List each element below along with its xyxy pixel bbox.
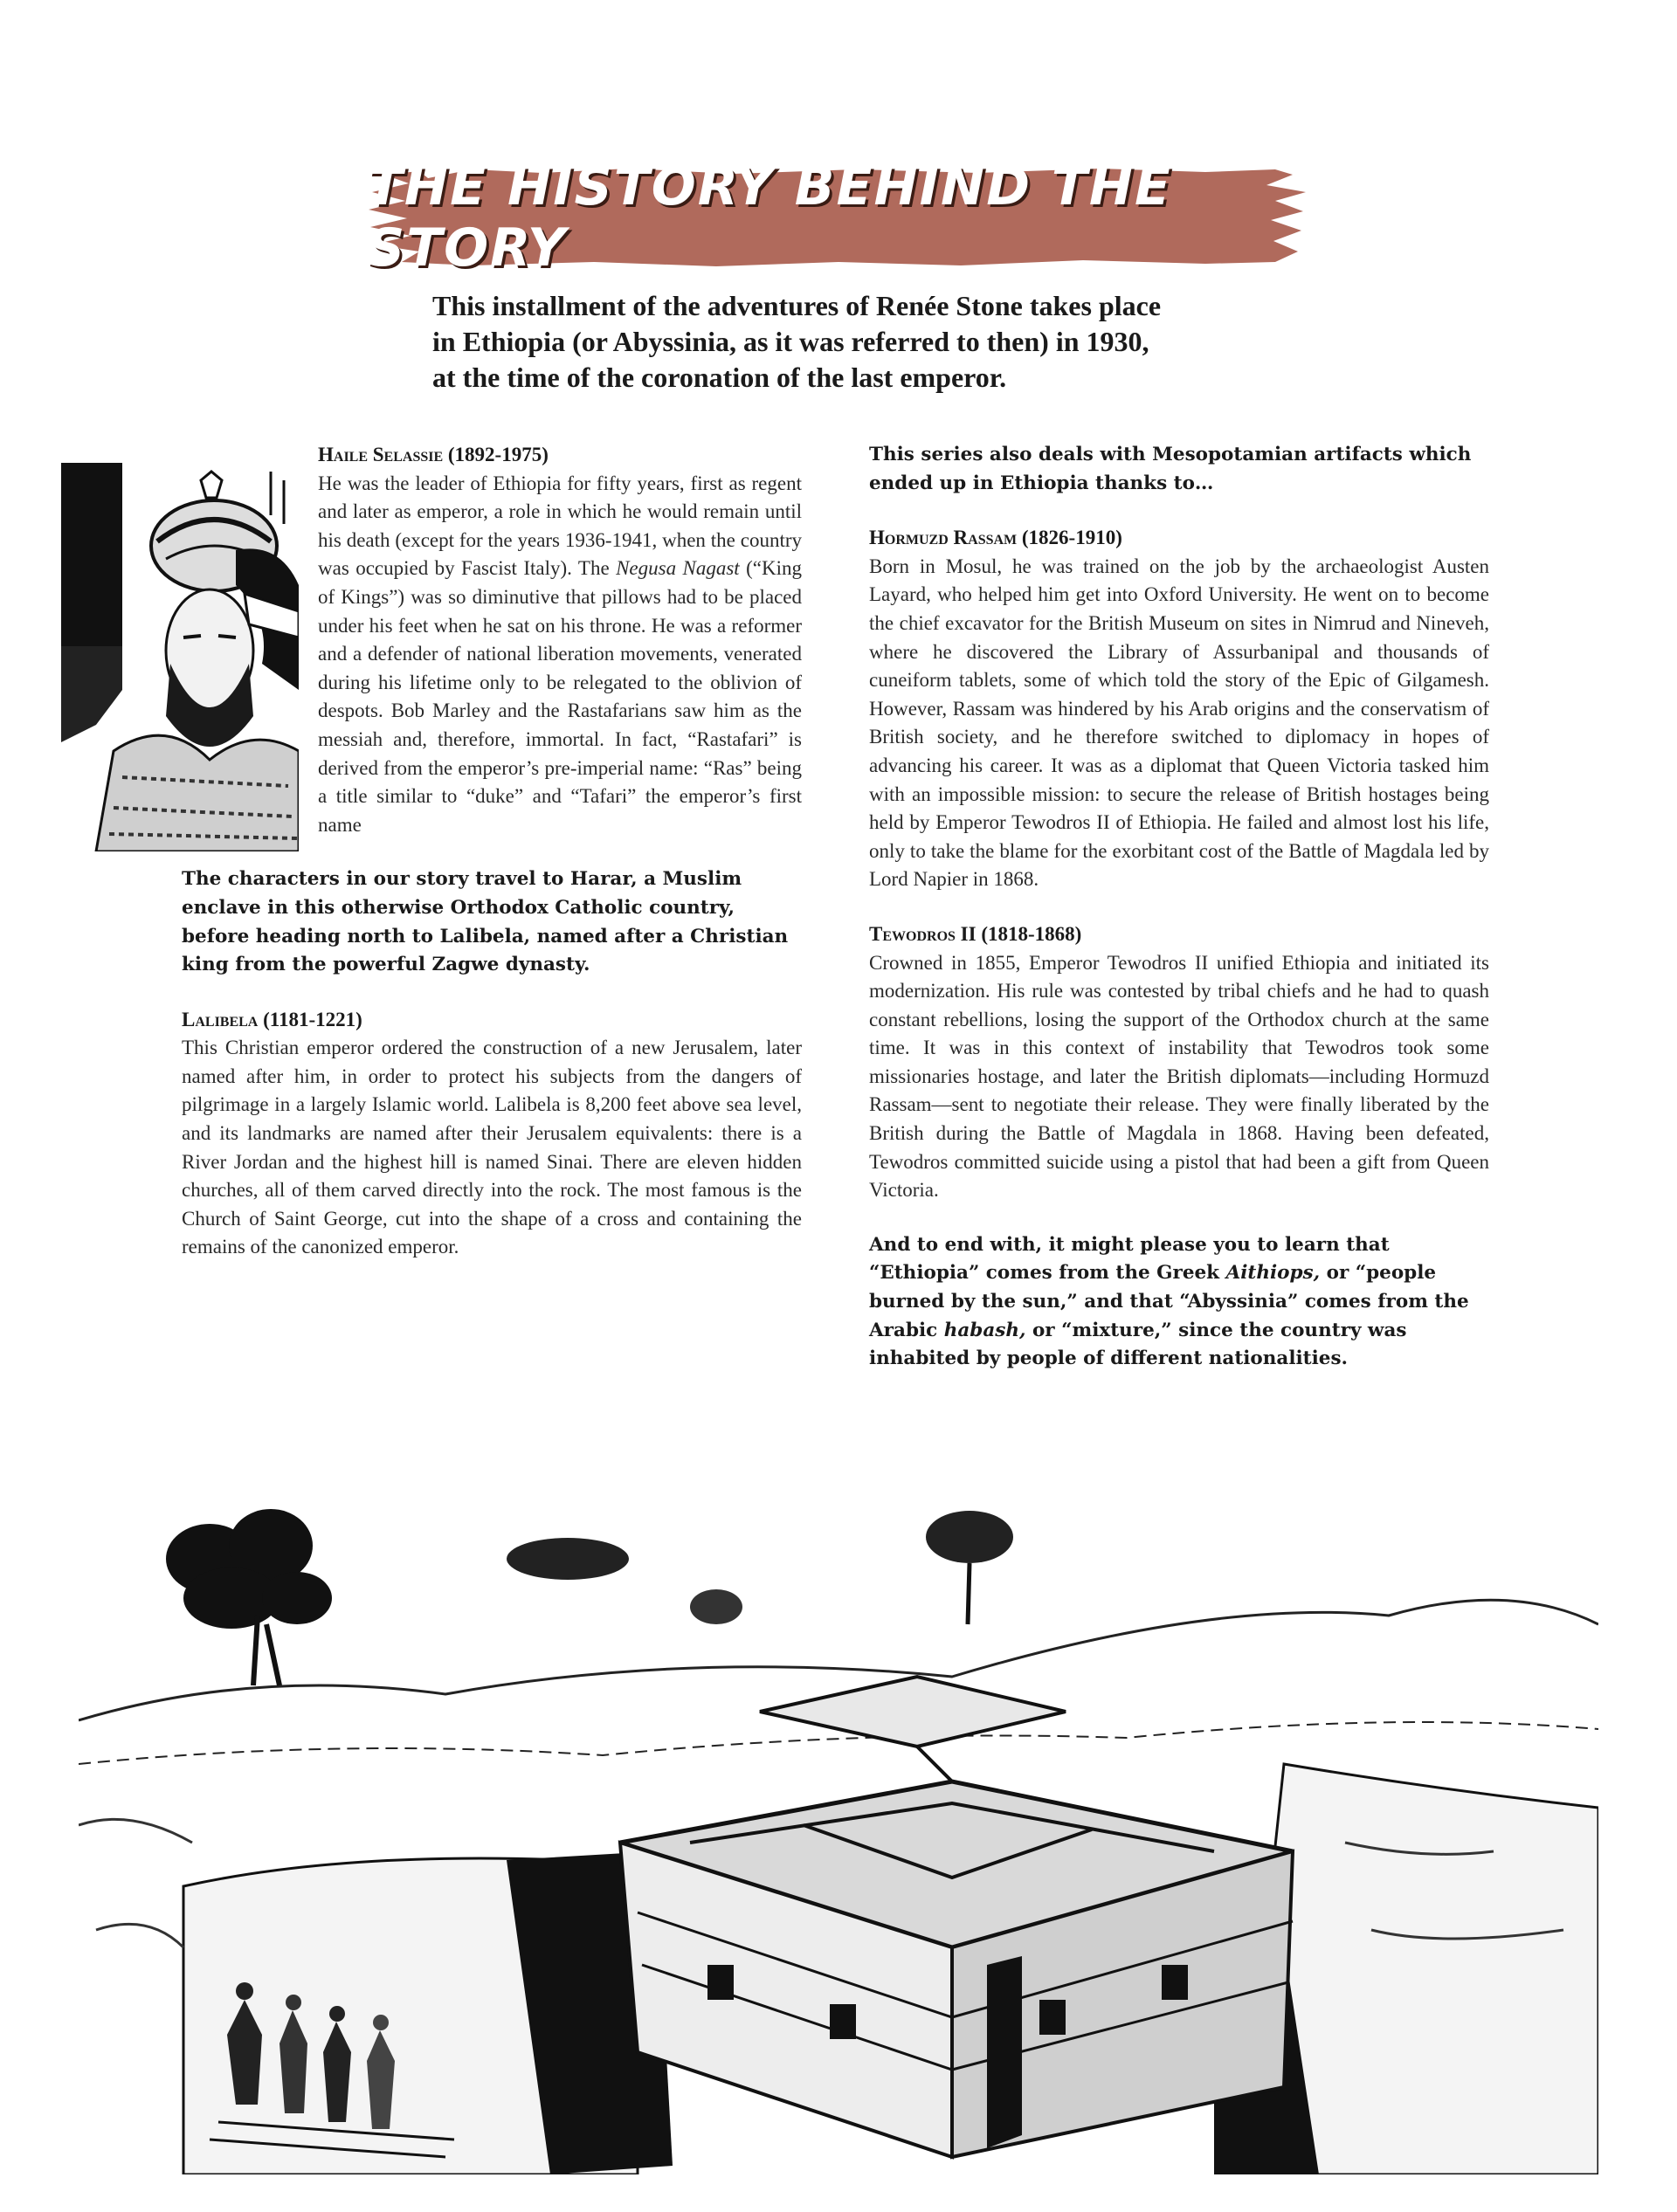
right-column [869, 441, 1489, 1400]
haile-text-italic: Negusa Nagast [616, 557, 740, 580]
characters-paragraph: The characters in our story travel to Harar, a Muslim enclave in this otherwise Orthodox Catholic country, before heading north to Lalibela, named after a Christian king from the powerful Zagwe dynasty. [182, 868, 789, 976]
left-column [182, 441, 802, 1288]
page-title: THE HISTORY BEHIND THE STORY [367, 156, 1173, 279]
tewodros-text: Crowned in 1855, Emperor Tewodros II unified Ethiopia and initiated its modernization. His rule was contested by tribal chiefs and he had to quash constant rebellions, losing the support of the Orthodox church at the same time. It was in this context of instability that Tewodros took some missionaries hostage, and later the British diplomats—including Hormuzd Rassam—sent to negotiate their release. They were finally liberated by the British during the Battle of Magdala in 1868. Having been defeated, Tewodros committed suicide using a pistol that had been a gift from Queen Victoria. [869, 951, 1489, 1202]
haile-text: (“King of Kings”) was so diminutive that pillows had to be placed under his feet when he sat on his throne. He was a reformer and a defender of national liberation movements, venerated during his lifetime only to be relegated to the oblivion of despots. Bob Marley and the Rastafarians saw him as the messiah and, therefore, immortal. In fact, “Rastafari” is derived from the emperor’s pre-imperial name: “Ras” being a title similar to “duke” and “Tafari” the emperor’s first name [318, 557, 802, 836]
rassam-heading: Hormuzd Rassam (1826-1910) [869, 527, 1122, 549]
haile-text: He was the leader of Ethiopia for fifty years, first as regent and later as emperor, a role in which he would remain until his death (except for the years 1936-1941, when the country was occupied by Fascist Italy). The [318, 472, 802, 580]
lalibela-church-illustration [79, 1476, 1598, 2174]
mesopotamian-paragraph: This series also deals with Mesopotamian artifacts which ended up in Ethiopia thanks to… [869, 444, 1472, 494]
intro-line: in Ethiopia (or Abyssinia, as it was referred to then) in 1930, [432, 326, 1149, 357]
closing-text-italic: Aithiops, [1225, 1262, 1321, 1285]
lalibela-text: This Christian emperor ordered the construction of a new Jerusalem, later named after him, in order to protect his subjects from the dangers of pilgrimage in a largely Islamic world. Lalibela is 8,200 feet above sea level, and its landmarks are named after their Jerusalem equivalents: there is a River Jordan and the highest hill is named Sinai. There are eleven hidden churches, all of them carved directly into the rock. The most famous is the Church of Saint George, cut into the shape of a cross and containing the remains of the canonized emperor. [182, 1037, 802, 1258]
tree-left [166, 1509, 332, 1685]
intro-line: This installment of the adventures of Renée Stone takes place [432, 290, 1162, 321]
lalibela-heading: Lalibela (1181-1221) [182, 1008, 362, 1030]
closing-paragraph [869, 1231, 1489, 1374]
rassam-section [869, 524, 1489, 894]
intro-paragraph [432, 288, 1266, 396]
lalibela-section [182, 1006, 802, 1262]
tewodros-section [869, 920, 1489, 1205]
haile-heading: Haile Selassie (1892-1975) [318, 444, 549, 465]
haile-selassie-section [182, 441, 802, 839]
closing-text: And to end with, it might please you to learn that “Ethiopia” comes from the Greek [869, 1233, 1390, 1285]
closing-text: or “mixture,” since the country was inhabited by people of different nationalities. [869, 1319, 1407, 1370]
rassam-text: Born in Mosul, he was trained on the job by the archaeologist Austen Layard, who helped him get into Oxford University. He went on to become the chief excavator for the British Museum on sites in Nimrud and Nineveh, where he discovered the Library of Assurbanipal and thousands of cuneiform tablets, some of which told the story of the Epic of Gilgamesh. However, Rassam was hindered by his Arab origins and the conservatism of British society, and he therefore switched to diplomacy in hopes of advancing his career. It was as a diplomat that Queen Victoria tasked him with an impossible mission: to secure the release of British hostages being held by Emperor Tewodros II of Ethiopia. He failed and almost lost his life, only to take the blame for the exorbitant cost of the Battle of Magdala led by Lord Napier in 1868. [869, 555, 1489, 891]
tewodros-heading: Tewodros II (1818-1868) [869, 922, 1082, 945]
haile-selassie-portrait [61, 463, 299, 851]
closing-text: or “people burned by the sun,” and that “Abyssinia” comes from the Arabic [869, 1262, 1469, 1341]
intro-line: at the time of the coronation of the last emperor. [432, 362, 1007, 393]
title-banner [367, 156, 1310, 279]
closing-text-italic: habash, [943, 1319, 1026, 1341]
